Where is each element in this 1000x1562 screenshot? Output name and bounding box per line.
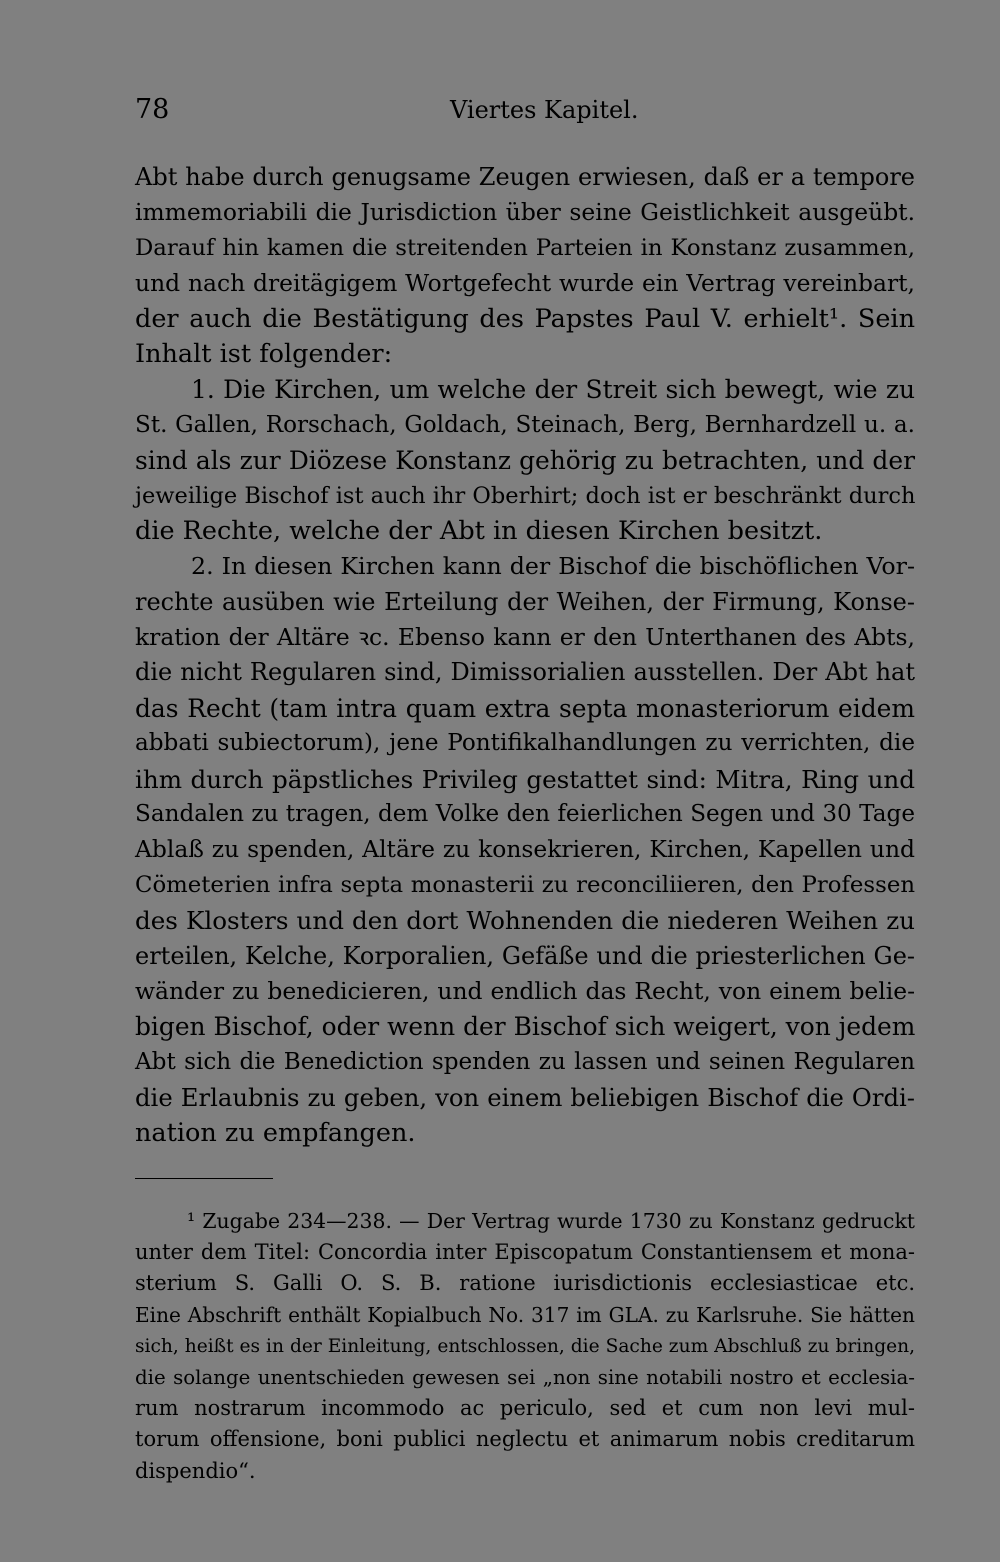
footnote-line: unter dem Titel: Concordia inter Episcopatum Constantiensem et mona- <box>135 1240 915 1265</box>
footnote <box>135 1206 915 1487</box>
text-line: des Klosters und den dort Wohnenden die niederen Weihen zu <box>135 906 915 936</box>
text-line: die nicht Regularen sind, Dimissorialien ausstellen. Der Abt hat <box>135 658 915 687</box>
page-number: 78 <box>135 94 170 125</box>
footnote-line: dispendio“. <box>135 1458 256 1483</box>
text-line: Sandalen zu tragen, dem Volke den feierlichen Segen und 30 Tage <box>135 801 915 828</box>
text-line: kration der Altäre ꝛc. Ebenso kann er den Unterthanen des Abts, <box>135 623 915 652</box>
text-line: 2. In diesen Kirchen kann der Bischof die bischöflichen Vor- <box>191 552 915 581</box>
text-line: Ablaß zu spenden, Altäre zu konsekrieren, Kirchen, Kapellen und <box>135 835 915 864</box>
text-line: immemoriabili die Jurisdiction über seine Geistlichkeit ausgeübt. <box>135 198 915 227</box>
page-header <box>135 92 915 132</box>
text-line: Abt habe durch genugsame Zeugen erwiesen, daß er a tempore <box>135 163 915 191</box>
text-line: ihm durch päpstliches Privileg gestattet sind: Mitra, Ring und <box>135 764 915 794</box>
text-line: St. Gallen, Rorschach, Goldach, Steinach, Berg, Bernhardzell u. a. <box>135 411 915 438</box>
text-line: wänder zu benedicieren, und endlich das Recht, von einem belie- <box>135 976 915 1005</box>
footnote-line: rum nostrarum incommodo ac periculo, sed et cum non levi mul- <box>135 1396 915 1421</box>
footnote-separator <box>135 1178 273 1179</box>
text-line: erteilen, Kelche, Korporalien, Gefäße und die priesterlichen Ge- <box>135 941 915 970</box>
footnote-line: sterium S. Galli O. S. B. ratione iurisdictionis ecclesiasticae etc. <box>135 1271 915 1296</box>
text-line: abbati subiectorum), jene Pontifikalhandlungen zu verrichten, die <box>135 730 915 757</box>
text-line: Inhalt ist folgender: <box>135 338 393 369</box>
text-line: Darauf hin kamen die streitenden Parteien in Konstanz zusammen, <box>135 234 915 261</box>
text-line: der auch die Bestätigung des Papstes Paul V. erhielt¹. Sein <box>135 303 915 334</box>
text-line: die Erlaubnis zu geben, von einem beliebigen Bischof die Ordi- <box>135 1083 915 1113</box>
text-line: rechte ausüben wie Erteilung der Weihen, der Firmung, Konse- <box>135 587 915 616</box>
footnote-line: die solange unentschieden gewesen sei „non sine notabili nostro et ecclesia- <box>135 1365 915 1389</box>
main-text <box>135 160 915 1151</box>
footnote-line: torum offensione, boni publici neglectu et animarum nobis creditarum <box>135 1427 915 1452</box>
footnote-line: Eine Abschrift enthält Kopialbuch No. 317 im GLA. zu Karlsruhe. Sie hätten <box>135 1302 915 1327</box>
running-head: Viertes Kapitel. <box>450 96 639 124</box>
text-line: sind als zur Diözese Konstanz gehörig zu betrachten, und der <box>135 446 915 476</box>
text-line: und nach dreitägigem Wortgefecht wurde ein Vertrag vereinbart, <box>135 269 915 298</box>
text-line: Cömeterien infra septa monasterii zu reconciliieren, den Professen <box>135 871 915 898</box>
text-line: die Rechte, welche der Abt in diesen Kirchen besitzt. <box>135 515 823 546</box>
text-line: nation zu empfangen. <box>135 1117 416 1148</box>
text-line: jeweilige Bischof ist auch ihr Oberhirt; doch ist er beschränkt durch <box>135 482 916 509</box>
text-line: Abt sich die Benediction spenden zu lassen und seinen Regularen <box>135 1048 915 1075</box>
text-line: 1. Die Kirchen, um welche der Streit sich bewegt, wie zu <box>191 375 915 405</box>
text-line: bigen Bischof, oder wenn der Bischof sich weigert, von jedem <box>135 1012 916 1042</box>
footnote-line: sich, heißt es in der Einleitung, entschlossen, die Sache zum Abschluß zu bringen, <box>135 1335 915 1357</box>
text-line: das Recht (tam intra quam extra septa monasteriorum eidem <box>135 693 915 723</box>
footnote-line: ¹ Zugabe 234—238. — Der Vertrag wurde 1730 zu Konstanz gedruckt <box>187 1209 915 1233</box>
